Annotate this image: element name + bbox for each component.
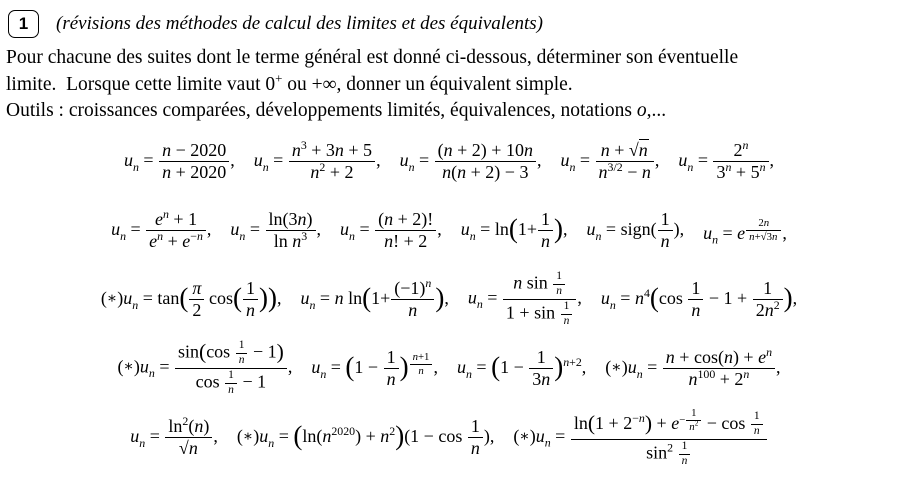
intro-line-3: Outils : croissances comparées, développements limités, équivalences, notations o,...: [6, 100, 667, 122]
formula-row: [6, 334, 892, 403]
formula: $u_n = e$ $\frac{2n}{n+√3n}$ ,: [703, 217, 787, 247]
formula-row: [6, 127, 892, 196]
formula: $(∗)u_n$ = $\frac{n + \cos(n) + e^n}{n^{100} + 2^n}$ ,: [605, 344, 781, 390]
intro-text: [6, 45, 892, 125]
formula: $u_n = (1$ − $\frac{1}{3n}$ )$^{n+2}$,: [456, 346, 587, 390]
formula: $u_n$ = $\frac{n + √n}{n^{3/2} - n}$ ,: [560, 139, 660, 183]
intro-line-2: limite. Lorsque cette limite vaut 0+ ou +∞, donner un équivalent simple.: [6, 71, 573, 95]
formula: $(∗)u_n = (\ln(n^{2020}) + n^2)(1 - \cos$ $\frac{1}{n}$ ),: [236, 415, 495, 459]
exercise-number: 1: [18, 14, 29, 33]
formula-row: [6, 403, 892, 472]
formula: $u_n$ = $\frac{n^3 + 3n + 5}{n^2 + 2}$ ,: [253, 137, 381, 183]
formula: $u_n$ = $\frac{\ln^2(n)}{√n}$ ,: [130, 413, 218, 459]
exercise-number-box: [8, 10, 39, 38]
formula: $(∗)u_n$ = $\ln(1 + 2^{-n}) + e-$ $\frac{1}{n^2}$ − cos $\frac{1}{n}$ $\sin^2$ $\frac{1}{n}$: [513, 407, 767, 469]
formula: $u_n$ = $\frac{(n + 2)!}{n! + 2}$ ,: [340, 208, 442, 252]
formula: $u_n$ = n sin $\frac{1}{n}$ 1 + sin $\frac{1}{n}$ ,: [467, 270, 582, 327]
formula: $u_n = (1$ − $\frac{1}{n}$ ) $\frac{n+1}{n}$ ,: [311, 346, 438, 390]
exercise-header: [8, 10, 892, 38]
intro-line-1: Pour chacune des suites dont le terme général est donné ci-dessous, déterminer son éventuelle: [6, 47, 739, 68]
formula: $u_n = \ln(1+$ $\frac{1}{n}$ ),: [460, 208, 568, 252]
formula: $(∗)u_n = \tan$( $\frac{\pi}{2}$ cos( $\frac{1}{n}$ )),: [100, 277, 282, 321]
formula: $(∗)u_n$ = sin(cos $\frac{1}{n}$ − 1) cos $\frac{1}{n}$ − 1 ,: [117, 339, 293, 396]
formula-row: [6, 265, 892, 334]
exercise-subtitle: (révisions des méthodes de calcul des limites et des équivalents): [56, 13, 544, 34]
formula: $u_n$ = $\frac{(n + 2) + 10n}{n(n + 2) - 3}$ ,: [399, 139, 542, 183]
formula-row: [6, 196, 892, 265]
formula: $u_n$ = $\frac{\ln(3n)}{\ln n^3}$ ,: [230, 208, 321, 252]
formula: $u_n$ = sign( $\frac{1}{n}$ ),: [586, 208, 685, 252]
formula: $u_n$ = $\frac{2^n}{3^n + 5^n}$ ,: [678, 137, 775, 183]
formula: $u_n = n$ ln(1+ $\frac{(-1)^n}{n}$ ),: [300, 275, 449, 321]
formula-rows: [6, 127, 892, 472]
formula: $u_n$ = $\frac{e^n + 1}{e^n + e^{-n}}$ ,: [111, 206, 212, 252]
formula: $u_n$ = $\frac{n - 2020}{n + 2020}$ ,: [123, 139, 235, 183]
formula: $u_n = n^4(\cos$ $\frac{1}{n}$ − 1 + $\frac{1}{2n^2}$ ),: [600, 277, 798, 321]
